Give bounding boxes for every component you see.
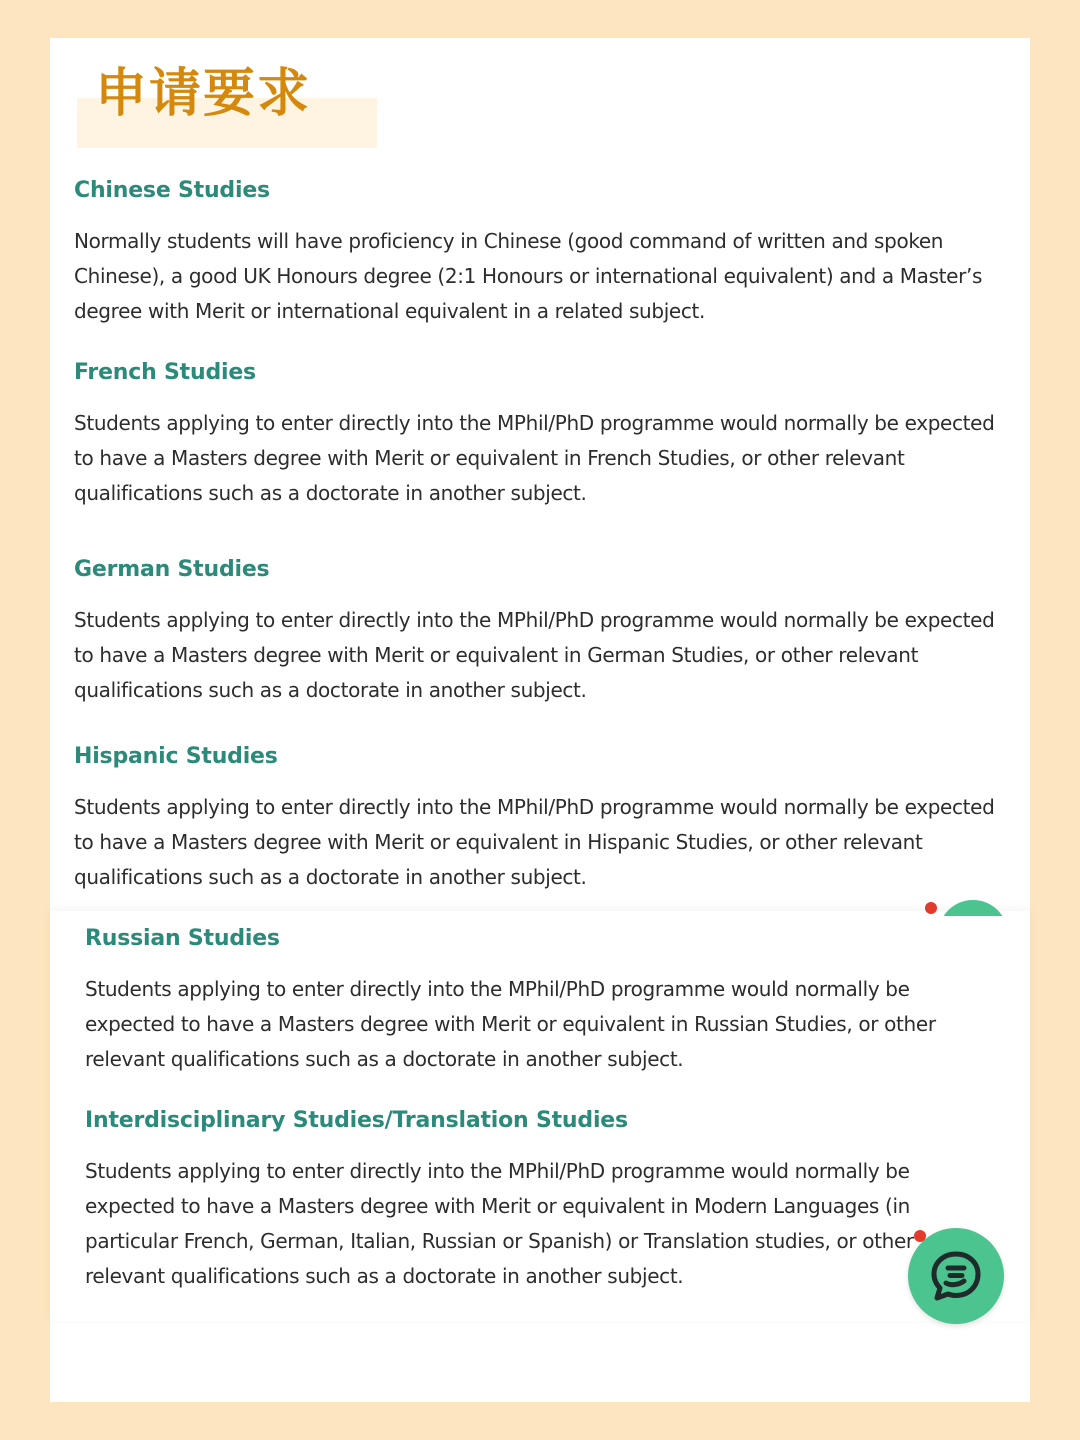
section-text: Students applying to enter directly into the MPhil/PhD programme would normally be expected to have a Masters degree with Merit or equivalent in Russian Studies, or other relevant qualifications such as a doctorate in another subject. xyxy=(85,977,936,1071)
page-title-block xyxy=(77,60,377,152)
section-hispanic-studies xyxy=(74,742,1004,895)
section-heading[interactable]: French Studies xyxy=(74,360,256,385)
section-russian-studies xyxy=(85,924,985,1077)
section-text: Students applying to enter directly into the MPhil/PhD programme would normally be expected to have a Masters degree with Merit or equivalent in Modern Languages (in particular French, German, Italian, Russian or Spanish) or Translation studies, or other relevant qualifications such as a doctorate in another subject. xyxy=(85,1159,914,1288)
content-card xyxy=(50,38,1030,1402)
chat-button[interactable] xyxy=(908,1228,1004,1324)
notification-dot xyxy=(925,902,937,914)
section-heading[interactable]: Chinese Studies xyxy=(74,178,270,203)
section-text: Students applying to enter directly into the MPhil/PhD programme would normally be expected to have a Masters degree with Merit or equivalent in Hispanic Studies, or other relevant qualifications such as a doctorate in another subject. xyxy=(74,795,995,889)
section-text: Normally students will have proficiency in Chinese (good command of written and spoken Chinese), a good UK Honours degree (2:1 Honours or international equivalent) and a Master’s degree with Merit or international equivalent in a related subject. xyxy=(74,229,983,323)
page-title: 申请要求 xyxy=(95,64,312,124)
chat-button-partial-circle xyxy=(938,900,1008,916)
section-heading[interactable]: Hispanic Studies xyxy=(74,744,278,769)
section-french-studies xyxy=(74,358,1004,511)
section-german-studies xyxy=(74,555,1004,708)
section-heading[interactable]: Russian Studies xyxy=(85,926,280,951)
chat-button-partial[interactable] xyxy=(930,900,1008,916)
section-text: Students applying to enter directly into the MPhil/PhD programme would normally be expected to have a Masters degree with Merit or equivalent in German Studies, or other relevant qualifications such as a doctorate in another subject. xyxy=(74,608,995,702)
section-interdisciplinary-studies xyxy=(85,1106,965,1294)
section-heading[interactable]: Interdisciplinary Studies/Translation Studies xyxy=(85,1108,628,1133)
section-heading[interactable]: German Studies xyxy=(74,557,270,582)
section-chinese-studies xyxy=(74,176,1004,329)
chat-notification-dot xyxy=(914,1230,926,1242)
section-text: Students applying to enter directly into the MPhil/PhD programme would normally be expected to have a Masters degree with Merit or equivalent in French Studies, or other relevant qualifications such as a doctorate in another subject. xyxy=(74,411,995,505)
chat-bubble-icon xyxy=(928,1248,984,1304)
